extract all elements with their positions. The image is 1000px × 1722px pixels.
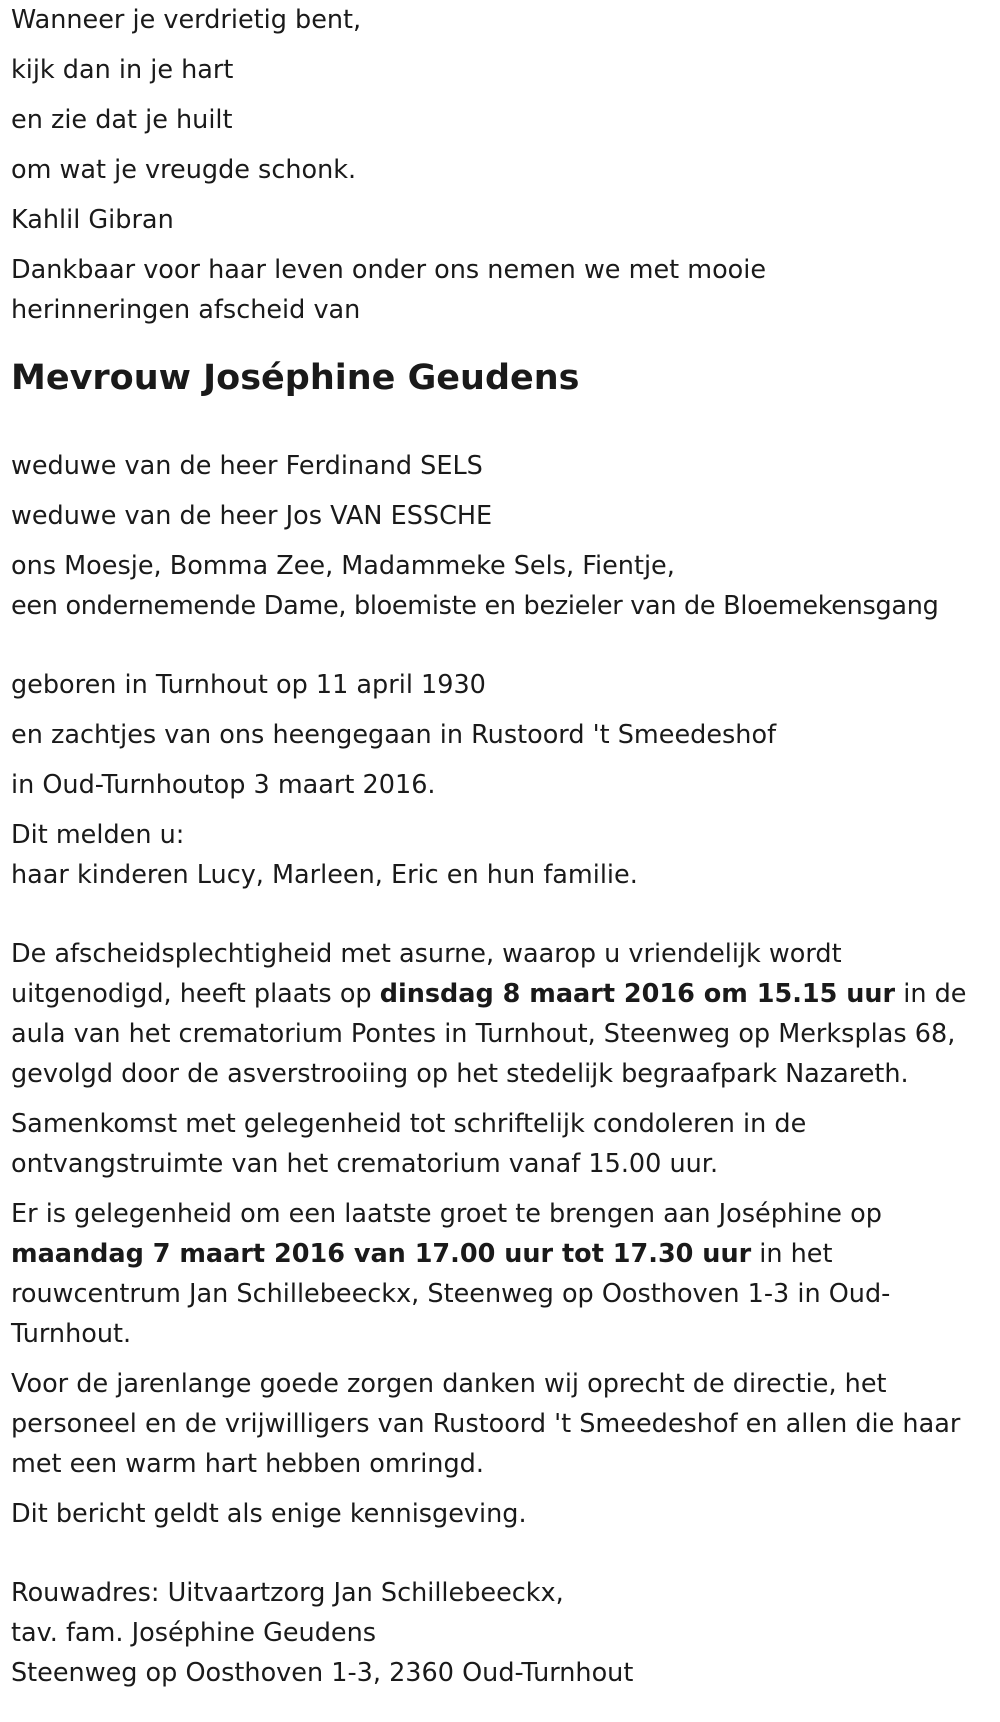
poem-line: en zie dat je huilt	[11, 105, 233, 135]
nicknames: ons Moesje, Bomma Zee, Madammeke Sels, Fientje,	[11, 551, 675, 581]
birth-line: geboren in Turnhout op 11 april 1930	[11, 670, 486, 700]
poem	[11, 0, 1000, 240]
notice: Dit bericht geldt als enige kennisgeving.	[11, 1499, 527, 1529]
ceremony-text: De afscheidsplechtigheid met asurne, waarop u vriendelijk wordt uitgenodigd, heeft plaats op	[11, 939, 842, 1009]
poem-line: Wanneer je verdrietig bent,	[11, 5, 362, 35]
poem-line: om wat je vreugde schonk.	[11, 155, 357, 185]
announcers-intro: Dit melden u:	[11, 820, 185, 850]
ceremony-text: in de aula van het crematorium Pontes in Turnhout, Steenweg op Merksplas 68, gevolgd door de asverstrooiing op het stedelijk begraafpark Nazareth.	[11, 979, 967, 1089]
poem-author: Kahlil Gibran	[11, 205, 174, 235]
poem-line: kijk dan in je hart	[11, 55, 234, 85]
address-line: tav. fam. Joséphine Geudens	[11, 1618, 377, 1648]
deceased-name: Mevrouw Joséphine Geudens	[11, 358, 580, 398]
description: een ondernemende Dame, bloemiste en bezieler van de Bloemekensgang	[11, 591, 939, 621]
announcers-family: haar kinderen Lucy, Marleen, Eric en hun familie.	[11, 860, 638, 890]
announcers	[11, 815, 1000, 895]
ceremony-date: dinsdag 8 maart 2016 om 15.15 uur	[379, 979, 896, 1009]
address-line: Rouwadres: Uitvaartzorg Jan Schillebeeckx,	[11, 1578, 564, 1608]
address-line: Steenweg op Oosthoven 1-3, 2360 Oud-Turnhout	[11, 1658, 634, 1688]
intro-line: herinneringen afscheid van	[11, 295, 361, 325]
intro-line: Dankbaar voor haar leven onder ons nemen we met mooie	[11, 255, 767, 285]
mourning-address	[11, 1573, 1000, 1693]
widow-line: weduwe van de heer Ferdinand SELS	[11, 451, 483, 481]
gathering-paragraph: Samenkomst met gelegenheid tot schriftelijk condoleren in de ontvangstruimte van het crematorium vanaf 15.00 uur.	[11, 1109, 807, 1179]
relations	[11, 446, 1000, 626]
farewell-paragraph	[11, 1194, 1000, 1354]
passing-line: in Oud-Turnhoutop 3 maart 2016.	[11, 770, 436, 800]
widow-line: weduwe van de heer Jos VAN ESSCHE	[11, 501, 493, 531]
ceremony-paragraph	[11, 934, 1000, 1094]
farewell-text: Er is gelegenheid om een laatste groet te brengen aan Joséphine op	[11, 1199, 882, 1229]
dates	[11, 665, 1000, 805]
farewell-text: in het rouwcentrum Jan Schillebeeckx, Steenweg op Oosthoven 1-3 in Oud-Turnhout.	[11, 1239, 891, 1349]
intro	[11, 250, 1000, 330]
farewell-date: maandag 7 maart 2016 van 17.00 uur tot 17.30 uur	[11, 1239, 752, 1269]
passing-line: en zachtjes van ons heengegaan in Rustoord 't Smeedeshof	[11, 720, 777, 750]
thanks-paragraph: Voor de jarenlange goede zorgen danken wij oprecht de directie, het personeel en de vrijwilligers van Rustoord 't Smeedeshof en allen die haar met een warm hart hebben omringd.	[11, 1369, 961, 1479]
